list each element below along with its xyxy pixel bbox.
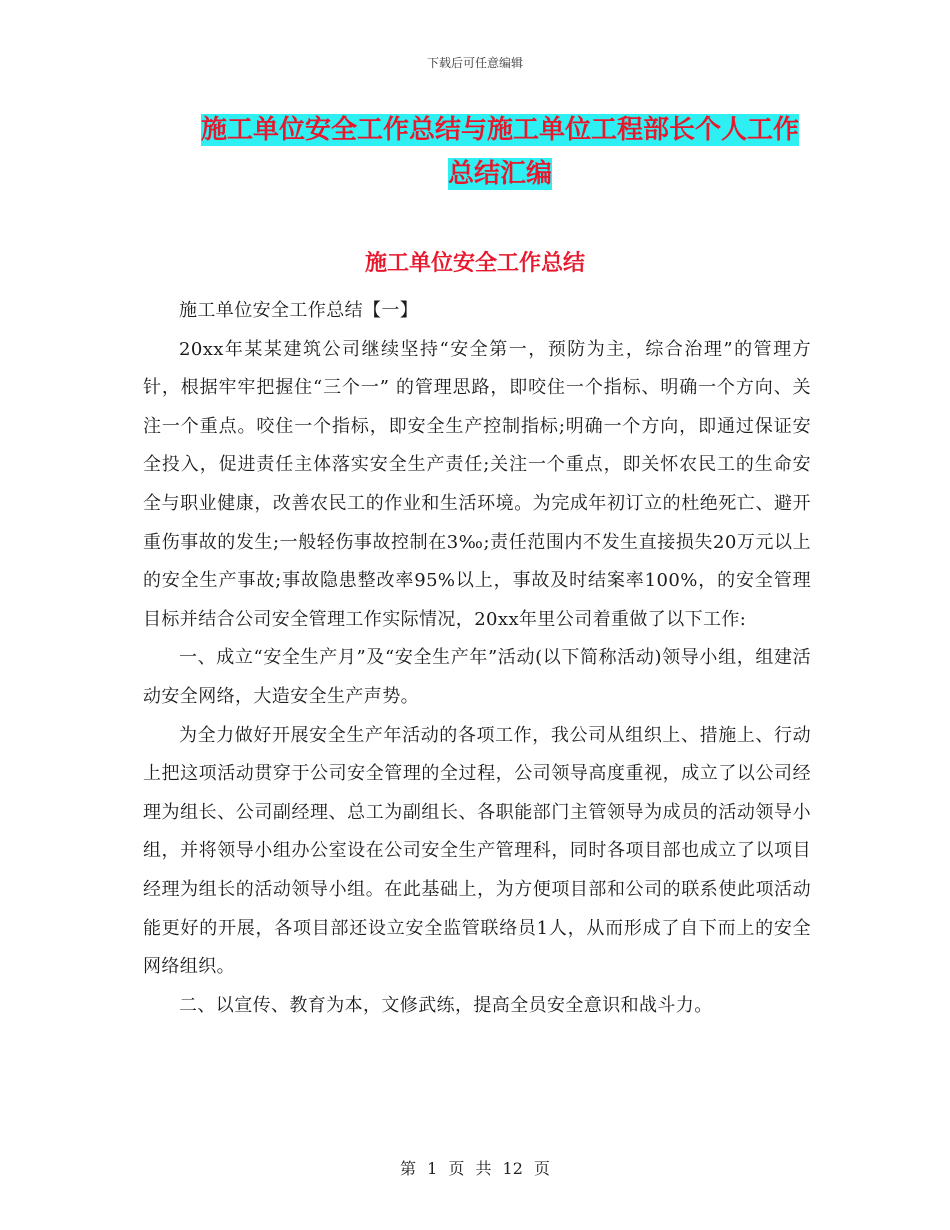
paragraph: 20xx年某某建筑公司继续坚持“安全第一，预防为主，综合治理”的管理方针，根据牢牢把握住“三个一” 的管理思路，即咬住一个指标、明确一个方向、关注一个重点。咬住一个指标，即安全生产控制指标;明确一个方向，即通过保证安全投入，促进责任主体落实安全生产责任;关注一个重点，即关怀农民工的生命安全与职业健康，改善农民工的作业和生活环境。为完成年初订立的杜绝死亡、避开重伤事故的发生;一般轻伤事故控制在3‰;责任范围内不发生直接损失20万元以上的安全生产事故;事故隐患整改率95%以上，事故及时结案率100%，的安全管理目标并结合公司安全管理工作实际情况，20xx年里公司着重做了以下工作: <box>143 338 811 630</box>
header-note: 下载后可任意编辑 <box>426 56 523 70</box>
paragraph-subheading: 施工单位安全工作总结【一】 <box>179 300 419 321</box>
paragraph: 一、成立“安全生产月”及“安全生产年”活动(以下简称活动)领导小组，组建活动安全网络，大造安全生产声势。 <box>143 647 811 707</box>
paragraph: 为全力做好开展安全生产年活动的各项工作，我公司从组织上、措施上、行动上把这项活动贯穿于公司安全管理的全过程，公司领导高度重视，成立了以公司经理为组长、公司副经理、总工为副组长、各职能部门主管领导为成员的活动领导小组，并将领导小组办公室设在公司安全生产管理科，同时各项目部也成立了以项目经理为组长的活动领导小组。在此基础上，为方便项目部和公司的联系使此项活动能更好的开展，各项目部还设立安全监管联络员1人，从而形成了自下而上的安全网络组织。 <box>143 724 811 978</box>
section-title: 施工单位安全工作总结 <box>364 251 585 276</box>
document-title-line-1: 施工单位安全工作总结与施工单位工程部长个人工作 <box>200 115 799 145</box>
paragraph: 二、以宣传、教育为本，文修武练，提高全员安全意识和战斗力。 <box>179 994 713 1016</box>
body-text <box>143 292 811 1025</box>
page-footer: 第 1 页 共 12 页 <box>400 1159 550 1178</box>
document-title-line-2: 总结汇编 <box>447 159 552 189</box>
document-title <box>140 108 860 196</box>
